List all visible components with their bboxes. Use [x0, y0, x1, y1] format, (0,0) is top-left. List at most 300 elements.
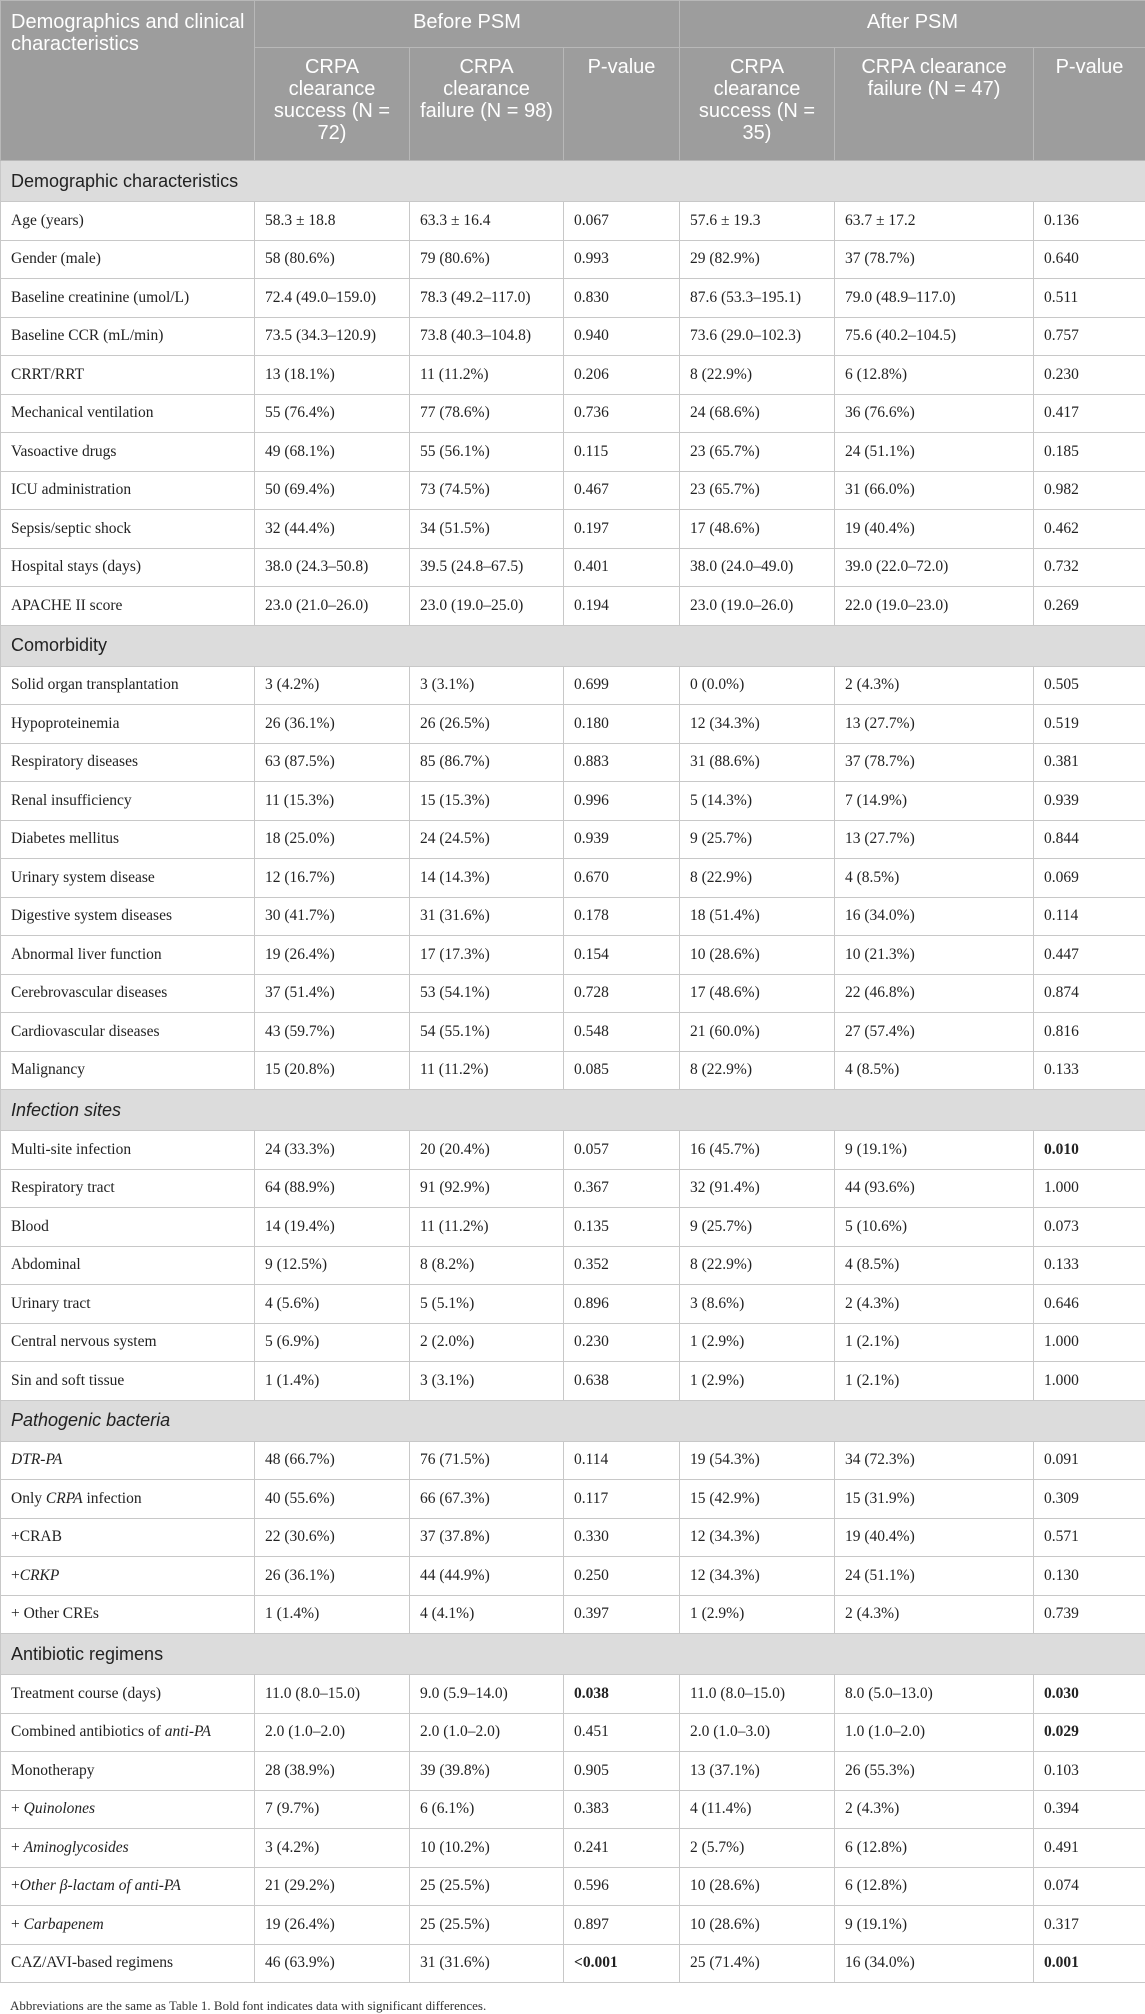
section-title: Pathogenic bacteria — [1, 1400, 1145, 1441]
row-label-italic: anti-PA — [165, 1723, 211, 1740]
table-row — [1, 936, 1145, 975]
p-value-cell: 0.309 — [1034, 1480, 1145, 1519]
value-cell: 24 (33.3%) — [255, 1131, 410, 1170]
p-value-cell: 0.115 — [564, 433, 680, 472]
table-row — [1, 471, 1145, 510]
value-cell: 36 (76.6%) — [835, 394, 1034, 433]
value-cell: 48 (66.7%) — [255, 1441, 410, 1480]
value-cell: 2 (4.3%) — [835, 1790, 1034, 1829]
p-value-cell: 0.010 — [1034, 1131, 1145, 1170]
value-cell: 6 (12.8%) — [835, 1867, 1034, 1906]
row-label: Treatment course (days) — [1, 1675, 255, 1714]
value-cell: 91 (92.9%) — [410, 1169, 564, 1208]
value-cell: 17 (48.6%) — [680, 510, 835, 549]
table-row — [1, 1867, 1145, 1906]
p-value-cell: 0.135 — [564, 1208, 680, 1247]
value-cell: 4 (11.4%) — [680, 1790, 835, 1829]
row-label-italic: Aminoglycosides — [24, 1839, 129, 1856]
p-value-cell: 0.067 — [564, 202, 680, 241]
value-cell: 46 (63.9%) — [255, 1944, 410, 1983]
table-row — [1, 1285, 1145, 1324]
value-cell: 38.0 (24.3–50.8) — [255, 548, 410, 587]
section-header-row — [1, 625, 1145, 666]
value-cell: 2.0 (1.0–2.0) — [255, 1713, 410, 1752]
p-value-cell: 0.732 — [1034, 548, 1145, 587]
row-label: Baseline CCR (mL/min) — [1, 317, 255, 356]
p-value-cell: 0.401 — [564, 548, 680, 587]
value-cell: 50 (69.4%) — [255, 471, 410, 510]
row-label: CRRT/RRT — [1, 356, 255, 395]
p-value-cell: 0.596 — [564, 1867, 680, 1906]
value-cell: 10 (28.6%) — [680, 1867, 835, 1906]
section-title: Comorbidity — [1, 625, 1145, 666]
row-label — [1, 1557, 255, 1596]
value-cell: 22 (30.6%) — [255, 1518, 410, 1557]
table-row — [1, 548, 1145, 587]
row-label-part: infection — [83, 1490, 142, 1507]
value-cell: 75.6 (40.2–104.5) — [835, 317, 1034, 356]
value-cell: 32 (44.4%) — [255, 510, 410, 549]
p-value-cell: 0.905 — [564, 1752, 680, 1791]
table-row — [1, 1013, 1145, 1052]
row-label: Mechanical ventilation — [1, 394, 255, 433]
p-value-cell: 0.670 — [564, 859, 680, 898]
row-label: Cardiovascular diseases — [1, 1013, 255, 1052]
value-cell: 24 (24.5%) — [410, 820, 564, 859]
value-cell: 24 (51.1%) — [835, 1557, 1034, 1596]
row-label: Gender (male) — [1, 240, 255, 279]
value-cell: 37 (37.8%) — [410, 1518, 564, 1557]
value-cell: 1 (2.9%) — [680, 1323, 835, 1362]
table-row — [1, 1557, 1145, 1596]
value-cell: 23.0 (19.0–25.0) — [410, 587, 564, 626]
value-cell: 15 (15.3%) — [410, 782, 564, 821]
value-cell: 4 (5.6%) — [255, 1285, 410, 1324]
value-cell: 37 (78.7%) — [835, 240, 1034, 279]
value-cell: 3 (4.2%) — [255, 666, 410, 705]
value-cell: 30 (41.7%) — [255, 897, 410, 936]
p-value-cell: 0.816 — [1034, 1013, 1145, 1052]
value-cell: 64 (88.9%) — [255, 1169, 410, 1208]
p-value-cell: 0.154 — [564, 936, 680, 975]
value-cell: 3 (8.6%) — [680, 1285, 835, 1324]
value-cell: 73 (74.5%) — [410, 471, 564, 510]
p-value-cell: 0.728 — [564, 974, 680, 1013]
value-cell: 0 (0.0%) — [680, 666, 835, 705]
value-cell: 58.3 ± 18.8 — [255, 202, 410, 241]
p-value-cell: 0.897 — [564, 1906, 680, 1945]
p-value-cell: 0.114 — [1034, 897, 1145, 936]
p-value-cell: 0.029 — [1034, 1713, 1145, 1752]
table-row — [1, 1790, 1145, 1829]
row-label: Vasoactive drugs — [1, 433, 255, 472]
value-cell: 32 (91.4%) — [680, 1169, 835, 1208]
p-value-cell: 0.467 — [564, 471, 680, 510]
row-label: Baseline creatinine (umol/L) — [1, 279, 255, 318]
row-label-part: + — [11, 1916, 24, 1933]
value-cell: 2 (2.0%) — [410, 1323, 564, 1362]
p-value-cell: 1.000 — [1034, 1169, 1145, 1208]
value-cell: 9 (12.5%) — [255, 1246, 410, 1285]
p-value-cell: 0.069 — [1034, 859, 1145, 898]
value-cell: 39 (39.8%) — [410, 1752, 564, 1791]
value-cell: 55 (56.1%) — [410, 433, 564, 472]
p-value-cell: 0.130 — [1034, 1557, 1145, 1596]
table-row — [1, 1752, 1145, 1791]
table-row — [1, 1362, 1145, 1401]
value-cell: 9 (25.7%) — [680, 820, 835, 859]
value-cell: 63.3 ± 16.4 — [410, 202, 564, 241]
row-label-part: Only — [11, 1490, 46, 1507]
value-cell: 79.0 (48.9–117.0) — [835, 279, 1034, 318]
p-value-cell: 0.939 — [1034, 782, 1145, 821]
column-header: CRPA clearance success (N = 35) — [680, 48, 835, 161]
table-row — [1, 1595, 1145, 1634]
p-value-cell: <0.001 — [564, 1944, 680, 1983]
column-header: P-value — [1034, 48, 1145, 161]
value-cell: 6 (12.8%) — [835, 1829, 1034, 1868]
value-cell: 77 (78.6%) — [410, 394, 564, 433]
value-cell: 38.0 (24.0–49.0) — [680, 548, 835, 587]
p-value-cell: 0.383 — [564, 1790, 680, 1829]
table-row — [1, 1131, 1145, 1170]
value-cell: 49 (68.1%) — [255, 433, 410, 472]
p-value-cell: 0.317 — [1034, 1906, 1145, 1945]
value-cell: 21 (29.2%) — [255, 1867, 410, 1906]
p-value-cell: 0.178 — [564, 897, 680, 936]
value-cell: 4 (8.5%) — [835, 859, 1034, 898]
row-label: APACHE II score — [1, 587, 255, 626]
column-header: P-value — [564, 48, 680, 161]
value-cell: 26 (36.1%) — [255, 1557, 410, 1596]
row-label: Monotherapy — [1, 1752, 255, 1791]
p-value-cell: 0.352 — [564, 1246, 680, 1285]
value-cell: 34 (51.5%) — [410, 510, 564, 549]
value-cell: 4 (8.5%) — [835, 1051, 1034, 1090]
table-row — [1, 1169, 1145, 1208]
value-cell: 9 (19.1%) — [835, 1131, 1034, 1170]
p-value-cell: 0.381 — [1034, 743, 1145, 782]
value-cell: 79 (80.6%) — [410, 240, 564, 279]
p-value-cell: 0.133 — [1034, 1051, 1145, 1090]
value-cell: 44 (93.6%) — [835, 1169, 1034, 1208]
row-label-part: + — [11, 1839, 24, 1856]
row-label: + Other CREs — [1, 1595, 255, 1634]
value-cell: 19 (40.4%) — [835, 510, 1034, 549]
p-value-cell: 0.830 — [564, 279, 680, 318]
table-row — [1, 1518, 1145, 1557]
value-cell: 8 (22.9%) — [680, 356, 835, 395]
table-row — [1, 202, 1145, 241]
column-header: CRPA clearance failure (N = 98) — [410, 48, 564, 161]
p-value-cell: 0.103 — [1034, 1752, 1145, 1791]
table-row — [1, 666, 1145, 705]
p-value-cell: 0.206 — [564, 356, 680, 395]
p-value-cell: 0.114 — [564, 1441, 680, 1480]
value-cell: 31 (31.6%) — [410, 1944, 564, 1983]
value-cell: 22 (46.8%) — [835, 974, 1034, 1013]
before-psm-header: Before PSM — [255, 1, 680, 48]
table-row — [1, 240, 1145, 279]
value-cell: 23.0 (19.0–26.0) — [680, 587, 835, 626]
value-cell: 73.6 (29.0–102.3) — [680, 317, 835, 356]
column-header: CRPA clearance success (N = 72) — [255, 48, 410, 161]
row-label: Respiratory diseases — [1, 743, 255, 782]
row-label: Abdominal — [1, 1246, 255, 1285]
p-value-cell: 0.511 — [1034, 279, 1145, 318]
value-cell: 19 (26.4%) — [255, 936, 410, 975]
table-row — [1, 1480, 1145, 1519]
p-value-cell: 0.230 — [564, 1323, 680, 1362]
row-label — [1, 1713, 255, 1752]
value-cell: 13 (18.1%) — [255, 356, 410, 395]
value-cell: 16 (34.0%) — [835, 897, 1034, 936]
p-value-cell: 0.896 — [564, 1285, 680, 1324]
p-value-cell: 0.394 — [1034, 1790, 1145, 1829]
value-cell: 4 (4.1%) — [410, 1595, 564, 1634]
value-cell: 2 (4.3%) — [835, 1285, 1034, 1324]
value-cell: 29 (82.9%) — [680, 240, 835, 279]
value-cell: 18 (25.0%) — [255, 820, 410, 859]
section-header-row — [1, 1634, 1145, 1675]
after-psm-header: After PSM — [680, 1, 1145, 48]
p-value-cell: 0.330 — [564, 1518, 680, 1557]
value-cell: 1 (2.9%) — [680, 1595, 835, 1634]
p-value-cell: 0.548 — [564, 1013, 680, 1052]
row-label: Urinary tract — [1, 1285, 255, 1324]
value-cell: 25 (25.5%) — [410, 1867, 564, 1906]
table-row — [1, 1829, 1145, 1868]
value-cell: 44 (44.9%) — [410, 1557, 564, 1596]
section-title: Antibiotic regimens — [1, 1634, 1145, 1675]
value-cell: 58 (80.6%) — [255, 240, 410, 279]
p-value-cell: 0.117 — [564, 1480, 680, 1519]
value-cell: 7 (14.9%) — [835, 782, 1034, 821]
value-cell: 27 (57.4%) — [835, 1013, 1034, 1052]
p-value-cell: 0.136 — [1034, 202, 1145, 241]
table-row — [1, 1246, 1145, 1285]
value-cell: 23.0 (21.0–26.0) — [255, 587, 410, 626]
value-cell: 2 (4.3%) — [835, 1595, 1034, 1634]
value-cell: 40 (55.6%) — [255, 1480, 410, 1519]
value-cell: 10 (28.6%) — [680, 936, 835, 975]
p-value-cell: 1.000 — [1034, 1323, 1145, 1362]
value-cell: 11.0 (8.0–15.0) — [680, 1675, 835, 1714]
p-value-cell: 0.874 — [1034, 974, 1145, 1013]
p-value-cell: 0.739 — [1034, 1595, 1145, 1634]
section-header-row — [1, 1090, 1145, 1131]
p-value-cell: 0.996 — [564, 782, 680, 821]
table-row — [1, 1051, 1145, 1090]
p-value-cell: 0.091 — [1034, 1441, 1145, 1480]
value-cell: 6 (12.8%) — [835, 356, 1034, 395]
p-value-cell: 0.001 — [1034, 1944, 1145, 1983]
row-label: Blood — [1, 1208, 255, 1247]
row-label-part: + — [11, 1567, 20, 1584]
value-cell: 4 (8.5%) — [835, 1246, 1034, 1285]
p-value-cell: 0.030 — [1034, 1675, 1145, 1714]
row-label: Malignancy — [1, 1051, 255, 1090]
p-value-cell: 0.074 — [1034, 1867, 1145, 1906]
table-row — [1, 1208, 1145, 1247]
row-label: Urinary system disease — [1, 859, 255, 898]
value-cell: 3 (3.1%) — [410, 666, 564, 705]
value-cell: 5 (14.3%) — [680, 782, 835, 821]
value-cell: 8 (22.9%) — [680, 859, 835, 898]
value-cell: 21 (60.0%) — [680, 1013, 835, 1052]
value-cell: 39.0 (22.0–72.0) — [835, 548, 1034, 587]
value-cell: 72.4 (49.0–159.0) — [255, 279, 410, 318]
p-value-cell: 0.194 — [564, 587, 680, 626]
row-label: Abnormal liver function — [1, 936, 255, 975]
p-value-cell: 0.038 — [564, 1675, 680, 1714]
row-label-italic: Quinolones — [24, 1800, 95, 1817]
value-cell: 17 (48.6%) — [680, 974, 835, 1013]
value-cell: 26 (26.5%) — [410, 705, 564, 744]
value-cell: 1 (2.9%) — [680, 1362, 835, 1401]
p-value-cell: 0.057 — [564, 1131, 680, 1170]
row-label: Digestive system diseases — [1, 897, 255, 936]
value-cell: 14 (14.3%) — [410, 859, 564, 898]
value-cell: 26 (55.3%) — [835, 1752, 1034, 1791]
value-cell: 24 (68.6%) — [680, 394, 835, 433]
table-row — [1, 279, 1145, 318]
p-value-cell: 0.491 — [1034, 1829, 1145, 1868]
p-value-cell: 0.883 — [564, 743, 680, 782]
row-label: Sin and soft tissue — [1, 1362, 255, 1401]
p-value-cell: 0.241 — [564, 1829, 680, 1868]
table-row — [1, 897, 1145, 936]
p-value-cell: 1.000 — [1034, 1362, 1145, 1401]
value-cell: 13 (27.7%) — [835, 705, 1034, 744]
value-cell: 63 (87.5%) — [255, 743, 410, 782]
row-label-italic: Carbapenem — [24, 1916, 104, 1933]
table-row — [1, 1944, 1145, 1983]
value-cell: 31 (88.6%) — [680, 743, 835, 782]
row-label-header: Demographics and clinical characteristics — [1, 1, 255, 161]
row-label-italic: CRPA — [46, 1490, 83, 1507]
value-cell: 13 (37.1%) — [680, 1752, 835, 1791]
row-label-italic: CRKP — [20, 1567, 60, 1584]
table-row — [1, 317, 1145, 356]
row-label: +CRAB — [1, 1518, 255, 1557]
table-row — [1, 394, 1145, 433]
value-cell: 39.5 (24.8–67.5) — [410, 548, 564, 587]
value-cell: 31 (66.0%) — [835, 471, 1034, 510]
value-cell: 10 (21.3%) — [835, 936, 1034, 975]
p-value-cell: 0.133 — [1034, 1246, 1145, 1285]
value-cell: 9 (19.1%) — [835, 1906, 1034, 1945]
value-cell: 1 (2.1%) — [835, 1362, 1034, 1401]
value-cell: 19 (26.4%) — [255, 1906, 410, 1945]
table-row — [1, 1906, 1145, 1945]
value-cell: 15 (42.9%) — [680, 1480, 835, 1519]
value-cell: 31 (31.6%) — [410, 897, 564, 936]
p-value-cell: 0.939 — [564, 820, 680, 859]
value-cell: 5 (6.9%) — [255, 1323, 410, 1362]
value-cell: 23 (65.7%) — [680, 433, 835, 472]
row-label: Sepsis/septic shock — [1, 510, 255, 549]
value-cell: 9 (25.7%) — [680, 1208, 835, 1247]
value-cell: 6 (6.1%) — [410, 1790, 564, 1829]
table-row — [1, 782, 1145, 821]
table-row — [1, 974, 1145, 1013]
value-cell: 11 (15.3%) — [255, 782, 410, 821]
p-value-cell: 0.571 — [1034, 1518, 1145, 1557]
p-value-cell: 0.940 — [564, 317, 680, 356]
row-label-part: Combined antibiotics of — [11, 1723, 165, 1740]
value-cell: 14 (19.4%) — [255, 1208, 410, 1247]
value-cell: 19 (54.3%) — [680, 1441, 835, 1480]
value-cell: 87.6 (53.3–195.1) — [680, 279, 835, 318]
value-cell: 66 (67.3%) — [410, 1480, 564, 1519]
p-value-cell: 0.447 — [1034, 936, 1145, 975]
value-cell: 3 (4.2%) — [255, 1829, 410, 1868]
row-label: Hospital stays (days) — [1, 548, 255, 587]
table-row — [1, 1323, 1145, 1362]
value-cell: 11 (11.2%) — [410, 1051, 564, 1090]
row-label — [1, 1790, 255, 1829]
p-value-cell: 0.993 — [564, 240, 680, 279]
value-cell: 5 (10.6%) — [835, 1208, 1034, 1247]
row-label: Multi-site infection — [1, 1131, 255, 1170]
row-label-part: + — [11, 1800, 24, 1817]
value-cell: 1 (1.4%) — [255, 1362, 410, 1401]
p-value-cell: 0.646 — [1034, 1285, 1145, 1324]
value-cell: 73.5 (34.3–120.9) — [255, 317, 410, 356]
p-value-cell: 0.844 — [1034, 820, 1145, 859]
value-cell: 73.8 (40.3–104.8) — [410, 317, 564, 356]
row-label-italic: Other β-lactam of anti-PA — [20, 1877, 181, 1894]
value-cell: 34 (72.3%) — [835, 1441, 1034, 1480]
table-row — [1, 510, 1145, 549]
value-cell: 22.0 (19.0–23.0) — [835, 587, 1034, 626]
value-cell: 23 (65.7%) — [680, 471, 835, 510]
p-value-cell: 0.367 — [564, 1169, 680, 1208]
value-cell: 85 (86.7%) — [410, 743, 564, 782]
value-cell: 1 (2.1%) — [835, 1323, 1034, 1362]
value-cell: 15 (20.8%) — [255, 1051, 410, 1090]
value-cell: 57.6 ± 19.3 — [680, 202, 835, 241]
value-cell: 11 (11.2%) — [410, 1208, 564, 1247]
row-label: Hypoproteinemia — [1, 705, 255, 744]
row-label: Diabetes mellitus — [1, 820, 255, 859]
value-cell: 17 (17.3%) — [410, 936, 564, 975]
p-value-cell: 0.736 — [564, 394, 680, 433]
value-cell: 10 (10.2%) — [410, 1829, 564, 1868]
table-row — [1, 859, 1145, 898]
table-row — [1, 1675, 1145, 1714]
p-value-cell: 0.757 — [1034, 317, 1145, 356]
value-cell: 13 (27.7%) — [835, 820, 1034, 859]
table-footnote: Abbreviations are the same as Table 1. Bold font indicates data with significant differences. — [10, 1998, 486, 2014]
value-cell: 10 (28.6%) — [680, 1906, 835, 1945]
value-cell: 20 (20.4%) — [410, 1131, 564, 1170]
value-cell: 15 (31.9%) — [835, 1480, 1034, 1519]
p-value-cell: 0.073 — [1034, 1208, 1145, 1247]
p-value-cell: 0.638 — [564, 1362, 680, 1401]
p-value-cell: 0.185 — [1034, 433, 1145, 472]
row-label: ICU administration — [1, 471, 255, 510]
value-cell: 7 (9.7%) — [255, 1790, 410, 1829]
value-cell: 18 (51.4%) — [680, 897, 835, 936]
value-cell: 37 (78.7%) — [835, 743, 1034, 782]
value-cell: 12 (16.7%) — [255, 859, 410, 898]
table-row — [1, 705, 1145, 744]
row-label — [1, 1867, 255, 1906]
value-cell: 26 (36.1%) — [255, 705, 410, 744]
p-value-cell: 0.699 — [564, 666, 680, 705]
